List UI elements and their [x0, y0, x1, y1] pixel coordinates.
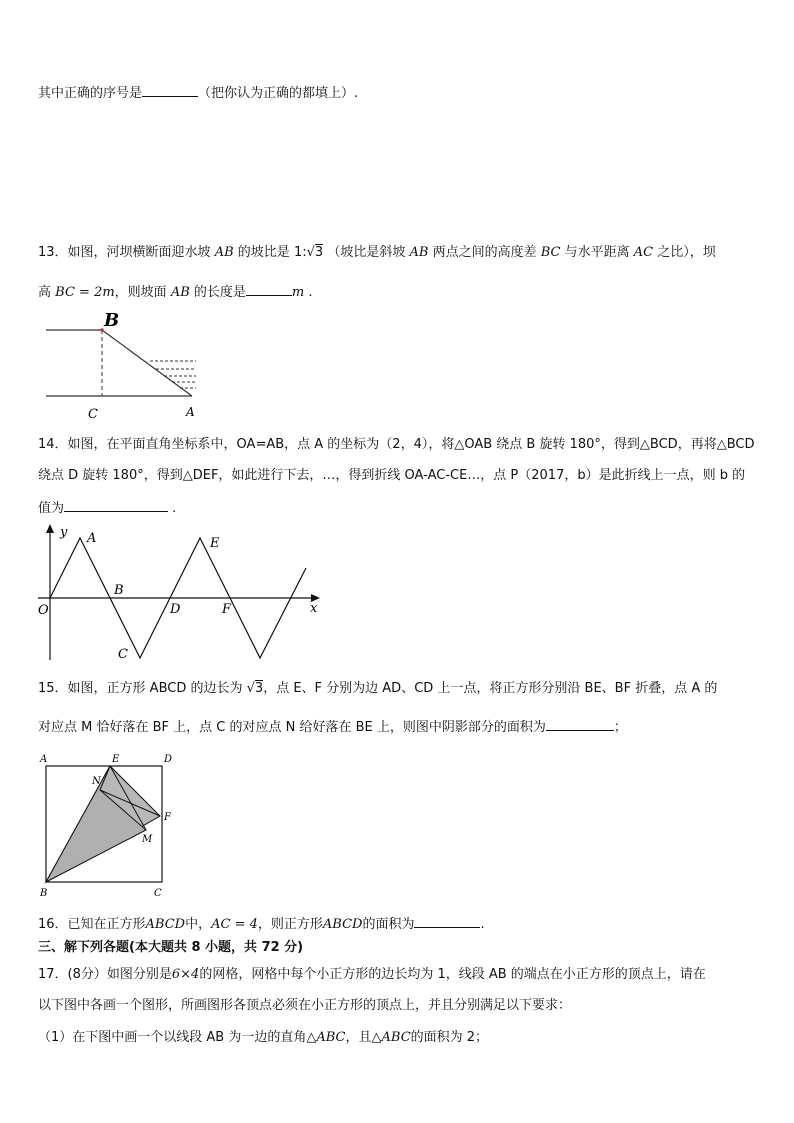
q12-tail: [38, 82, 358, 104]
q16-text: 的面积为: [362, 917, 415, 932]
q13-text: 的坡比是: [237, 245, 290, 260]
q13-ratio: 1:: [293, 245, 307, 260]
q15-label-n: N: [92, 776, 101, 787]
q12-text-end: （把你认为正确的都填上）.: [198, 86, 359, 101]
q15-label-d: D: [164, 754, 173, 765]
q13-label-b: B: [104, 310, 120, 331]
q17-text: 17．(8分）如图分别是: [38, 967, 172, 982]
q16-abcd: ABCD: [322, 917, 363, 932]
q17-tri: △ABC: [371, 1030, 411, 1045]
q15-answer-blank[interactable]: [546, 716, 614, 731]
q14-text: 14．如图，在平面直角坐标系中，OA=AB，点 A 的坐标为（2，4），将△OAB 绕点 B 旋转 180°，得到△BCD，再将△BCD: [38, 437, 755, 452]
q13-dam-figure: [40, 308, 210, 420]
q16-abcd: ABCD: [145, 917, 186, 932]
q17-text: ，且: [345, 1030, 372, 1045]
q13-ab: AB: [170, 285, 190, 300]
q12-text: 其中正确的序号是: [38, 86, 143, 101]
q13-ab: AB: [409, 245, 429, 260]
q14-text: 值为: [38, 501, 65, 516]
q13-bc: BC: [540, 245, 561, 260]
q15-label-e: E: [112, 754, 120, 765]
q15-line2: [38, 716, 627, 738]
q14-line1: [38, 435, 754, 455]
q14-line3: 值为 .: [38, 497, 176, 519]
q13-text: 的长度是: [193, 285, 246, 300]
q13-text: （坡比是斜坡: [327, 245, 406, 260]
q17-text: 的面积为 2；: [410, 1030, 489, 1045]
q15-label-m: M: [142, 834, 153, 845]
q14-label-a: A: [87, 531, 97, 546]
q15-label-a: A: [40, 754, 48, 765]
q13-ac: AC: [633, 245, 654, 260]
q14-label-y: y: [60, 525, 68, 540]
q16-text: ，则正方形: [257, 917, 323, 932]
q13-text: 之比），坝: [657, 245, 716, 260]
q15-text: 对应点 M 恰好落在 BF 上，点 C 的对应点 N 给好落在 BE 上，则图中阴影部分的面积为: [38, 720, 546, 735]
q17-line3: [38, 1028, 488, 1048]
q14-label-x: x: [310, 601, 318, 616]
q14-zigzag-figure: [34, 520, 324, 665]
q13-text: 与水平距离: [564, 245, 630, 260]
q13-text: 13．如图，河坝横断面迎水坡: [38, 245, 211, 260]
q13-text: ，则坡面: [114, 285, 167, 300]
q13-text: 高: [38, 285, 52, 300]
q12-answer-blank[interactable]: [142, 82, 198, 97]
q14-line2: [38, 466, 745, 486]
q17-text: （1）在下图中画一个以线段 AB 为一边的直角: [38, 1030, 307, 1045]
q14-text: 绕点 D 旋转 180°，得到△DEF，如此进行下去，…，得到折线 OA-AC-CE…，点 P（2017，b）是此折线上一点，则 b 的: [38, 468, 746, 483]
section3-heading: 三、解下列各题(本大题共 8 小题，共 72 分): [38, 940, 304, 955]
q17-line1: [38, 965, 706, 985]
q17-grid: 6×4: [171, 967, 200, 982]
q17-line2: [38, 996, 571, 1016]
q13-label-c: C: [88, 407, 98, 422]
q17-tri: △ABC: [306, 1030, 346, 1045]
q13-ab: AB: [214, 245, 234, 260]
q15-text: ，点 E、F 分别为边 AD、CD 上一点，将正方形分别沿 BE、BF 折叠，点 A 的: [263, 681, 718, 696]
q14-label-c: C: [118, 647, 128, 662]
sqrt-symbol: √: [306, 245, 315, 260]
q13-line1: [38, 243, 716, 263]
q13-unit: m: [291, 285, 305, 300]
q13-answer-blank[interactable]: [246, 281, 292, 296]
q15-sqrt-value: 3: [254, 681, 264, 696]
q15-text-end: ；: [613, 720, 627, 735]
q15-square-figure: [38, 750, 178, 900]
q13-label-a: A: [186, 405, 195, 419]
q15-label-b: B: [40, 888, 48, 899]
q14-label-b: B: [114, 583, 124, 598]
q15-line1: [38, 679, 717, 699]
q14-label-d: D: [170, 602, 181, 617]
q16-line: [38, 913, 485, 935]
q15-label-c: C: [154, 888, 162, 899]
q16-text: 中，: [185, 917, 212, 932]
q16-ac-eq: AC = 4: [211, 917, 258, 932]
q13-line2: 高 BC = 2m，则坡面 AB 的长度是 m .: [38, 281, 313, 303]
q14-label-f: F: [222, 602, 232, 617]
q15-label-f: F: [164, 812, 171, 823]
q17-text: 的网格，网格中每个小正方形的边长均为 1，线段 AB 的端点在小正方形的顶点上，请在: [199, 967, 706, 982]
q14-answer-blank[interactable]: [64, 497, 168, 512]
q14-label-o: O: [38, 603, 49, 618]
q16-text: 16．已知在正方形: [38, 917, 146, 932]
sqrt-symbol: √: [246, 681, 255, 696]
q17-text: 以下图中各画一个图形，所画图形各顶点必须在小正方形的顶点上，并且分别满足以下要求：: [38, 998, 572, 1013]
q13-sqrt-value: 3: [314, 245, 324, 260]
q16-text-end: .: [480, 917, 485, 932]
q13-bc-eq: BC = 2m: [55, 285, 115, 300]
q13-text: 两点之间的高度差: [432, 245, 537, 260]
q16-answer-blank[interactable]: [414, 913, 480, 928]
q14-label-e: E: [210, 536, 220, 551]
q15-text: 15．如图，正方形 ABCD 的边长为: [38, 681, 243, 696]
